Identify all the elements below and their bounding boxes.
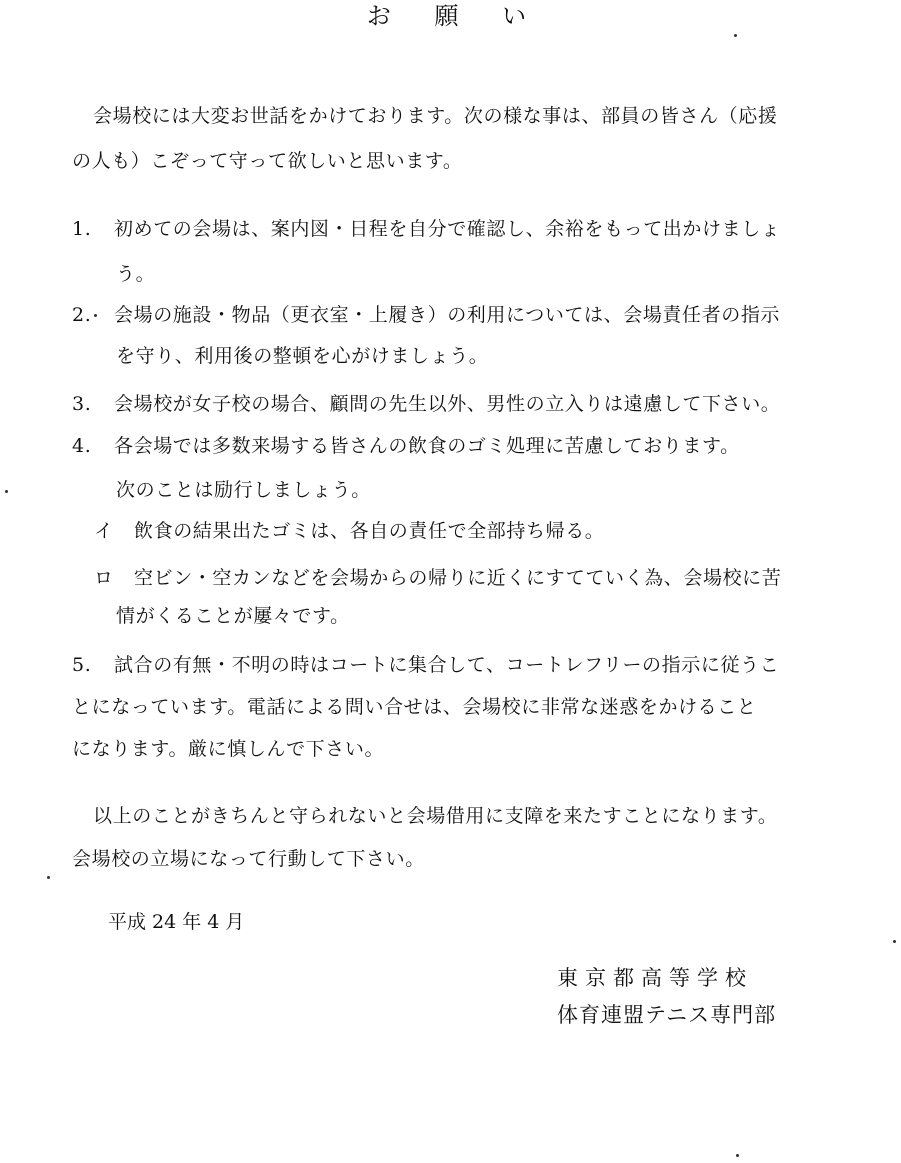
document-date: 平成 24 年 4 月	[108, 911, 245, 933]
intro-line-1: 会場校には大変お世話をかけております。次の様な事は、部員の皆さん（応援	[93, 105, 778, 127]
list-item-4-cont: 次のことは励行しましょう。	[116, 479, 371, 501]
scan-speck	[47, 876, 50, 879]
closing-line-1: 以上のことがきちんと守られないと会場借用に支障を来たすことになります。	[93, 805, 778, 827]
list-item-1-cont: う。	[116, 263, 156, 285]
sub-item-ro-cont: 情がくることが屢々です。	[116, 605, 350, 627]
sub-item-text: 空ビン・空カンなどを会場からの帰りに近くにすてていく為、会場校に苦	[134, 567, 782, 589]
scan-speck	[94, 314, 97, 317]
scan-speck	[5, 490, 8, 493]
sub-item-ro	[94, 564, 781, 592]
document-title: お 願 い	[366, 2, 545, 30]
item-text: 初めての会場は、案内図・日程を自分で確認し、余裕をもって出かけましょ	[114, 218, 781, 240]
list-item-5-cont-2: になります。厳に慎しんで下さい。	[72, 738, 385, 760]
sub-item-i	[94, 517, 604, 545]
list-item-5-cont-1: とになっています。電話による問い合せは、会場校に非常な迷惑をかけること	[72, 696, 757, 718]
sub-item-mark: イ	[94, 520, 114, 542]
sub-item-mark: ロ	[94, 567, 114, 589]
list-item-3	[72, 390, 780, 418]
scan-speck	[734, 34, 737, 37]
item-number: 5.	[72, 654, 92, 676]
scan-speck	[736, 1154, 739, 1157]
item-number: 4.	[72, 435, 92, 457]
organization-line-2: 体育連盟テニス専門部	[557, 1003, 777, 1027]
closing-line-2: 会場校の立場になって行動して下さい。	[72, 848, 425, 870]
organization-line-1: 東京都高等学校	[557, 966, 753, 990]
list-item-2-cont: を守り、利用後の整頓を心がけましょう。	[116, 345, 489, 367]
item-text: 各会場では多数来場する皆さんの飲食のゴミ処理に苦慮しております。	[114, 435, 740, 457]
item-text: 会場の施設・物品（更衣室・上履き）の利用については、会場責任者の指示	[114, 304, 781, 326]
item-number: 2.	[72, 304, 92, 326]
scan-speck	[893, 940, 896, 943]
list-item-5	[72, 651, 779, 679]
sub-item-text: 飲食の結果出たゴミは、各自の責任で全部持ち帰る。	[134, 520, 605, 542]
list-item-4	[72, 432, 740, 460]
item-text: 会場校が女子校の場合、顧問の先生以外、男性の立入りは遠慮して下さい。	[114, 393, 781, 415]
intro-line-2: の人も）こぞって守って欲しいと思います。	[72, 150, 463, 172]
item-number: 1.	[72, 218, 92, 240]
list-item-2	[72, 301, 780, 329]
item-number: 3.	[72, 393, 92, 415]
item-text: 試合の有無・不明の時はコートに集合して、コートレフリーの指示に従うこ	[114, 654, 780, 676]
list-item-1	[72, 215, 780, 243]
